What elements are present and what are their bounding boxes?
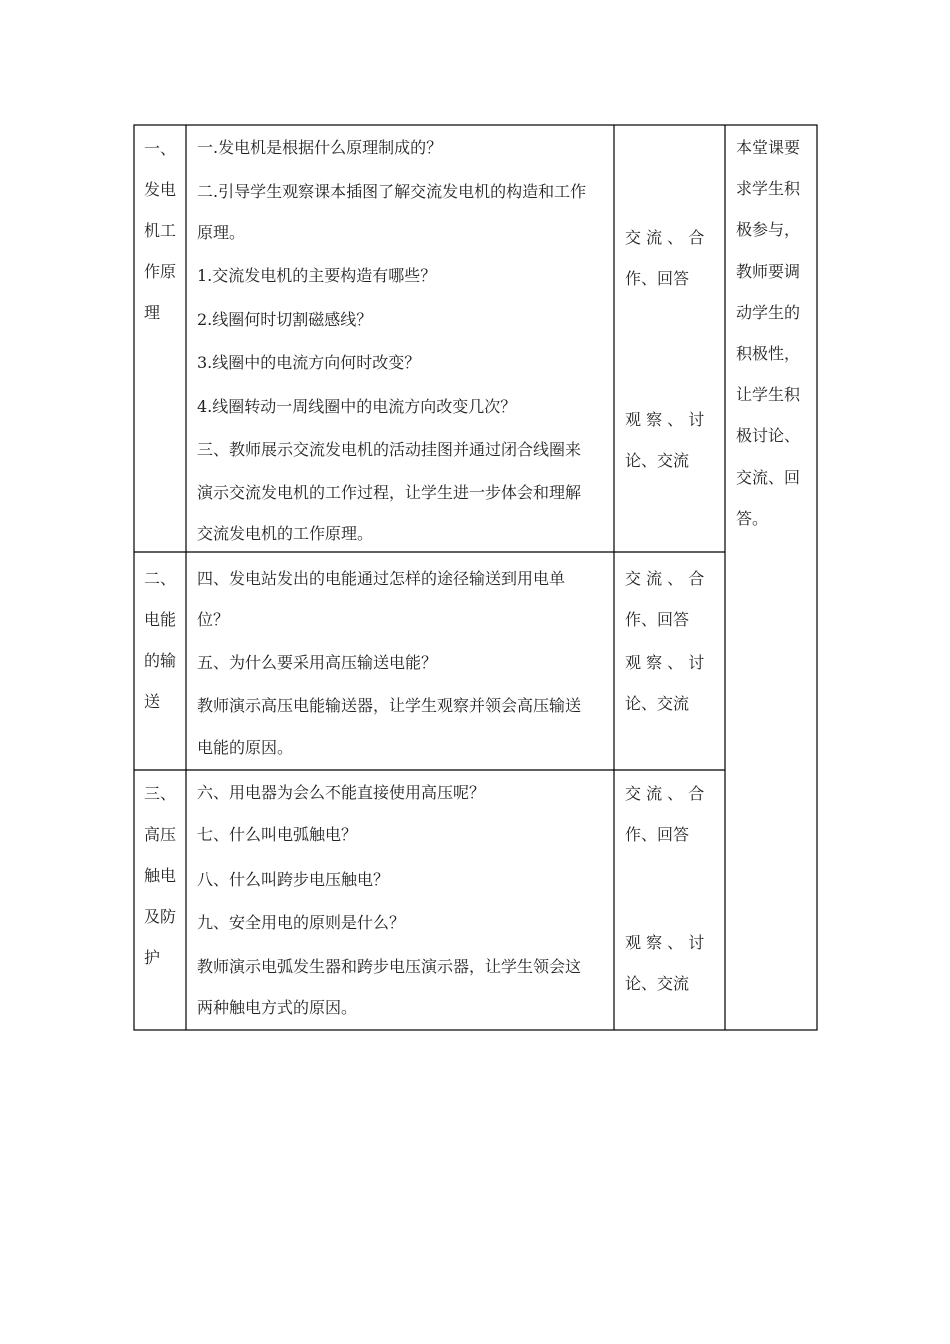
content-line: 4.线圈转动一周线圈中的电流方向改变几次？ [197, 397, 517, 416]
section-title-line: 作原 [144, 262, 177, 281]
section-title-line: 护 [144, 948, 161, 967]
content-line: 四、发电站发出的电能通过怎样的途径输送到用电单 [197, 569, 566, 588]
content-line: 演示交流发电机的工作过程，让学生进一步体会和理解 [197, 483, 582, 502]
section-3-title [134, 770, 186, 1030]
activity-line: 作、回答 [625, 825, 690, 844]
section-3-content [186, 770, 614, 1030]
section-title-line: 送 [144, 692, 161, 711]
content-line: 交流发电机的工作原理。 [197, 524, 374, 543]
content-line: 原理。 [197, 223, 246, 242]
content-line: 七、什么叫电弧触电？ [197, 825, 358, 844]
content-line: 教师演示电弧发生器和跨步电压演示器，让学生领会这 [197, 957, 582, 976]
remarks-column [725, 125, 817, 1030]
section-1-content [186, 125, 614, 552]
section-3-activity [614, 770, 725, 1030]
remark-line: 极讨论、 [736, 426, 801, 445]
remark-line: 本堂课要 [736, 138, 801, 157]
activity-line: 观 察 、 讨 [625, 653, 705, 672]
section-2-content [186, 552, 614, 770]
section-title-line: 机工 [144, 221, 177, 240]
content-line: 教师演示高压电能输送器，让学生观察并领会高压输送 [197, 696, 582, 715]
section-title-line: 电能 [144, 610, 177, 629]
remark-line: 让学生积 [736, 385, 801, 404]
content-line: 八、什么叫跨步电压触电？ [197, 870, 390, 889]
content-line: 两种触电方式的原因。 [197, 998, 358, 1017]
activity-line: 交 流 、 合 [625, 569, 705, 588]
section-title-line: 一、 [144, 139, 177, 158]
section-title-line: 发电 [144, 180, 177, 199]
section-title-line: 触电 [144, 866, 177, 885]
content-line: 九、安全用电的原则是什么？ [197, 913, 406, 932]
section-title-line: 高压 [144, 825, 177, 844]
section-title-line: 二、 [144, 569, 177, 588]
section-title-line: 三、 [144, 784, 177, 803]
content-line: 三、教师展示交流发电机的活动挂图并通过闭合线圈来 [197, 440, 582, 459]
section-1-activity [614, 125, 725, 552]
content-line: 3.线圈中的电流方向何时改变？ [197, 353, 421, 372]
section-2-title [134, 552, 186, 770]
activity-line: 观 察 、 讨 [625, 933, 705, 952]
remark-line: 交流、回 [736, 468, 801, 487]
activity-line: 作、回答 [625, 269, 690, 288]
activity-line: 交 流 、 合 [625, 228, 705, 247]
content-line: 一.发电机是根据什么原理制成的？ [197, 138, 443, 157]
activity-line: 观 察 、 讨 [625, 410, 705, 429]
remark-line: 极参与， [736, 220, 801, 239]
section-title-line: 的输 [144, 651, 177, 670]
content-line: 五、为什么要采用高压输送电能？ [197, 653, 438, 672]
activity-line: 论、交流 [625, 451, 690, 470]
activity-line: 作、回答 [625, 610, 690, 629]
content-line: 1.交流发电机的主要构造有哪些？ [197, 266, 437, 285]
remark-line: 教师要调 [736, 262, 801, 281]
section-title-line: 理 [144, 303, 161, 322]
content-line: 位？ [197, 610, 230, 629]
section-1-title [134, 125, 186, 552]
content-line: 2.线圈何时切割磁感线？ [197, 310, 373, 329]
remark-line: 动学生的 [736, 303, 801, 322]
activity-line: 交 流 、 合 [625, 784, 705, 803]
content-line: 电能的原因。 [197, 738, 294, 757]
activity-line: 论、交流 [625, 974, 690, 993]
remark-line: 求学生积 [736, 179, 801, 198]
remark-line: 积极性， [736, 344, 801, 363]
activity-line: 论、交流 [625, 694, 690, 713]
content-line: 二.引导学生观察课本插图了解交流发电机的构造和工作 [197, 182, 587, 201]
content-line: 六、用电器为会么不能直接使用高压呢？ [197, 783, 486, 802]
remark-line: 答。 [736, 509, 769, 528]
section-title-line: 及防 [144, 907, 177, 926]
section-2-activity [614, 552, 725, 770]
